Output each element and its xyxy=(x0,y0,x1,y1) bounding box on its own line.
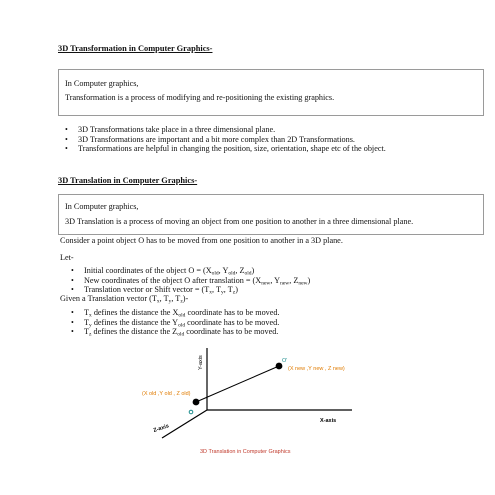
shift-vector-item: • Translation vector or Shift vector = ($T_x$, $T_y$, $T_z$) xyxy=(66,285,476,295)
consider-text: Consider a point object O has to be moved from one position to another in a 3D plane. xyxy=(60,236,343,245)
new-point-label: (X new ,Y new , Z new) xyxy=(288,366,345,372)
o-marker xyxy=(189,410,193,414)
new-coordinates-item: • New coordinates of the object O after translation = ($X_{new}$, $Y_{new}$, $Z_{new}$) xyxy=(66,276,476,286)
section1-bullets xyxy=(60,125,450,154)
box1-line1: In Computer graphics, xyxy=(65,79,139,88)
ty-item: • $T_y$ defines the distance the $Y_{old}$ coordinate has to be moved. xyxy=(66,318,466,328)
translation-diagram xyxy=(120,340,380,465)
initial-coordinates-item: • Initial coordinates of the object $O = (X_{old}$, $Y_{old}$, $Z_{old}$) xyxy=(66,266,476,276)
translation-path xyxy=(196,366,279,402)
given-translation-text: Given a Translation vector ($T_x$, $T_y$, $T_z)-$ xyxy=(60,294,189,305)
section2-heading: 3D Translation in Computer Graphics- xyxy=(58,176,198,185)
z-axis-line xyxy=(162,410,207,438)
z-axis-label: Z-axis xyxy=(152,423,170,434)
o-prime-label: O' xyxy=(282,358,288,364)
old-point-label: (X old ,Y old , Z old) xyxy=(142,391,191,397)
x-axis-label: X-axis xyxy=(320,418,337,424)
bullet-item: • Transformations are helpful in changing the position, size, orientation, shape etc of the object. xyxy=(60,144,450,154)
old-point-dot xyxy=(193,399,200,406)
section2-distance-bullets xyxy=(66,308,466,337)
definition-box-1 xyxy=(58,69,484,116)
bullet-item: • 3D Transformations are important and a bit more complex than 2D Transformations. xyxy=(60,135,450,145)
bullet-item: • 3D Transformations take place in a three dimensional plane. xyxy=(60,125,450,135)
section2-coord-bullets xyxy=(66,266,476,295)
let-text: Let- xyxy=(60,253,74,262)
tz-item: • $T_z$ defines the distance the $Z_{old}$ coordinate has to be moved. xyxy=(66,327,466,337)
tx-item: • $T_x$ defines the distance the $X_{old}$ coordinate has to be moved. xyxy=(66,308,466,318)
definition-box-2 xyxy=(58,194,484,235)
box1-line2: Transformation is a process of modifying and re-positioning the existing graphics. xyxy=(65,93,335,102)
y-axis-label: Y-axis xyxy=(198,355,204,370)
box2-line1: In Computer graphics, xyxy=(65,202,139,211)
box2-line2: 3D Translation is a process of moving an object from one position to another in a three dimensional plane. xyxy=(65,217,414,226)
figure-caption: 3D Translation in Computer Graphics xyxy=(200,449,291,455)
section1-heading: 3D Transformation in Computer Graphics- xyxy=(58,44,213,53)
